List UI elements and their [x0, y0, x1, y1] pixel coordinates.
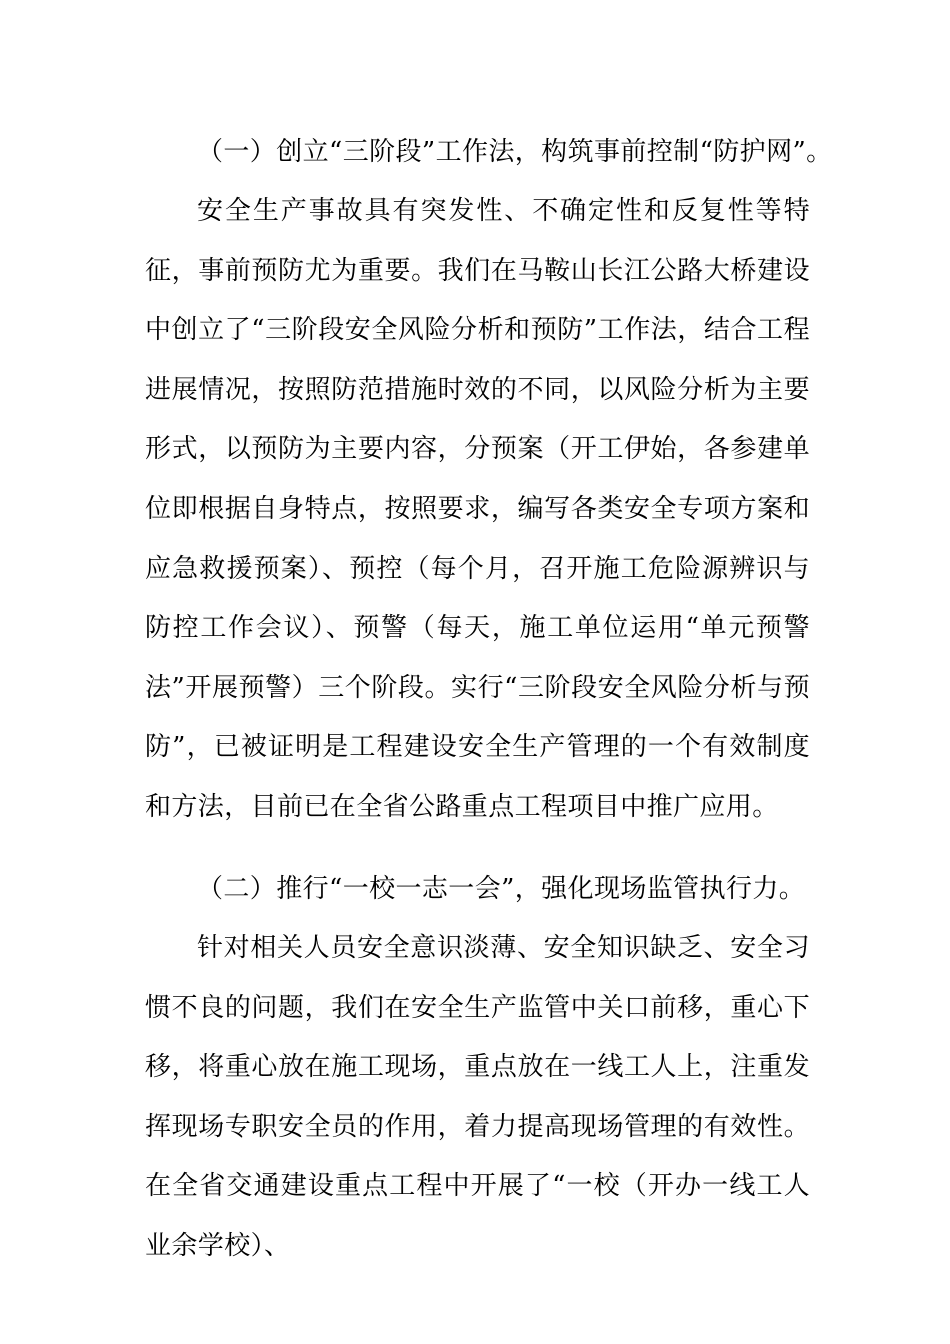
section-body-1: 安全生产事故具有突发性、不确定性和反复性等特征，事前预防尤为重要。我们在马鞍山长江公路大桥建设中创立了“三阶段安全风险分析和预防”工作法，结合工程进展情况，按照防范措施时效的不同，以风险分析为主要形式，以预防为主要内容，分预案（开工伊始，各参建单位即根据自身特点，按照要求，编写各类安全专项方案和应急救援预案）、预控（每个月，召开施工危险源辨识与防控工作会议）、预警（每天，施工单位运用“单元预警法”开展预警）三个阶段。实行“三阶段安全风险分析与预防”，已被证明是工程建设安全生产管理的一个有效制度和方法，目前已在全省公路重点工程项目中推广应用。 [145, 196, 810, 822]
section-heading-1: （一）创立“三阶段”工作法，构筑事前控制“防护网”。 [197, 137, 833, 167]
section-heading-2: （二）推行“一校一志一会”，强化现场监管执行力。 [197, 874, 806, 904]
section-body-2: 针对相关人员安全意识淡薄、安全知识缺乏、安全习惯不良的问题，我们在安全生产监管中关口前移，重心下移，将重心放在施工现场，重点放在一线工人上，注重发挥现场专职安全员的作用，着力提高现场管理的有效性。在全省交通建设重点工程中开展了“一校（开办一线工人业余学校）、 [145, 933, 810, 1261]
